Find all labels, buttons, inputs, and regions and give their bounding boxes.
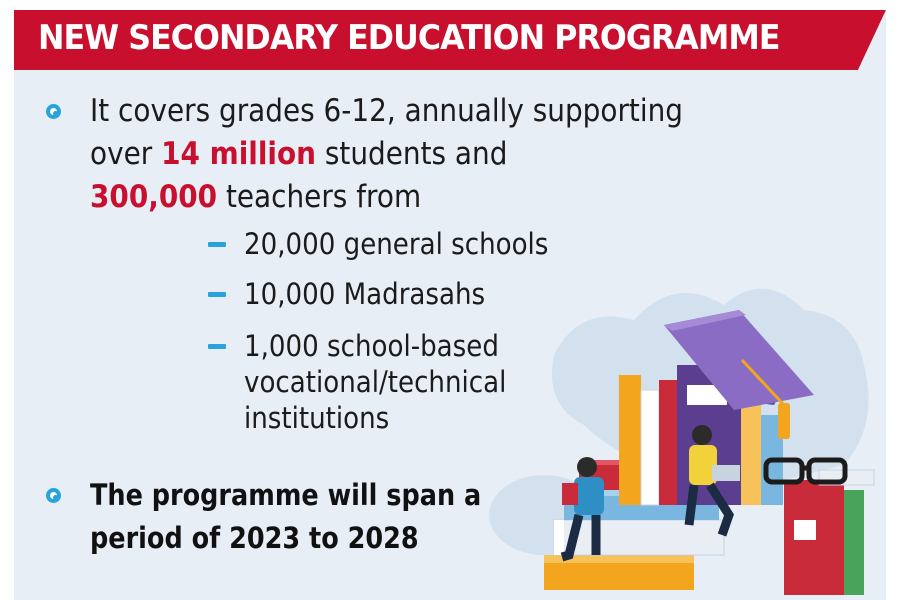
coverage-teachers-suffix: teachers from (217, 179, 422, 215)
dash-icon (208, 242, 226, 247)
institution-item: 1,000 school-based (244, 329, 499, 363)
coverage-line-2 (90, 133, 507, 176)
coverage-prefix: over (90, 136, 162, 172)
coverage-students-suffix: students and (315, 136, 508, 172)
coverage-line-3 (90, 176, 421, 219)
institution-item: 20,000 general schools (244, 227, 549, 261)
education-illustration (484, 265, 884, 600)
infographic-panel (14, 10, 886, 600)
bullet-icon (46, 104, 61, 119)
timeline-line-2: period of 2023 to 2028 (90, 521, 419, 555)
right-book-stack (784, 470, 874, 595)
teachers-figure: 300,000 (90, 179, 218, 215)
title-banner (14, 10, 886, 70)
dash-icon (208, 344, 226, 349)
coverage-line-1: It covers grades 6-12, annually supporting (90, 93, 684, 129)
institution-item: 10,000 Madrasahs (244, 277, 486, 311)
banner-title: NEW SECONDARY EDUCATION PROGRAMME (38, 18, 780, 58)
dash-icon (208, 292, 226, 297)
timeline-line-1: The programme will span a (90, 478, 482, 512)
institution-item-cont: institutions (244, 401, 390, 435)
students-figure: 14 million (161, 136, 316, 172)
institution-item-cont: vocational/technical (244, 365, 507, 399)
bullet-icon (46, 488, 61, 503)
